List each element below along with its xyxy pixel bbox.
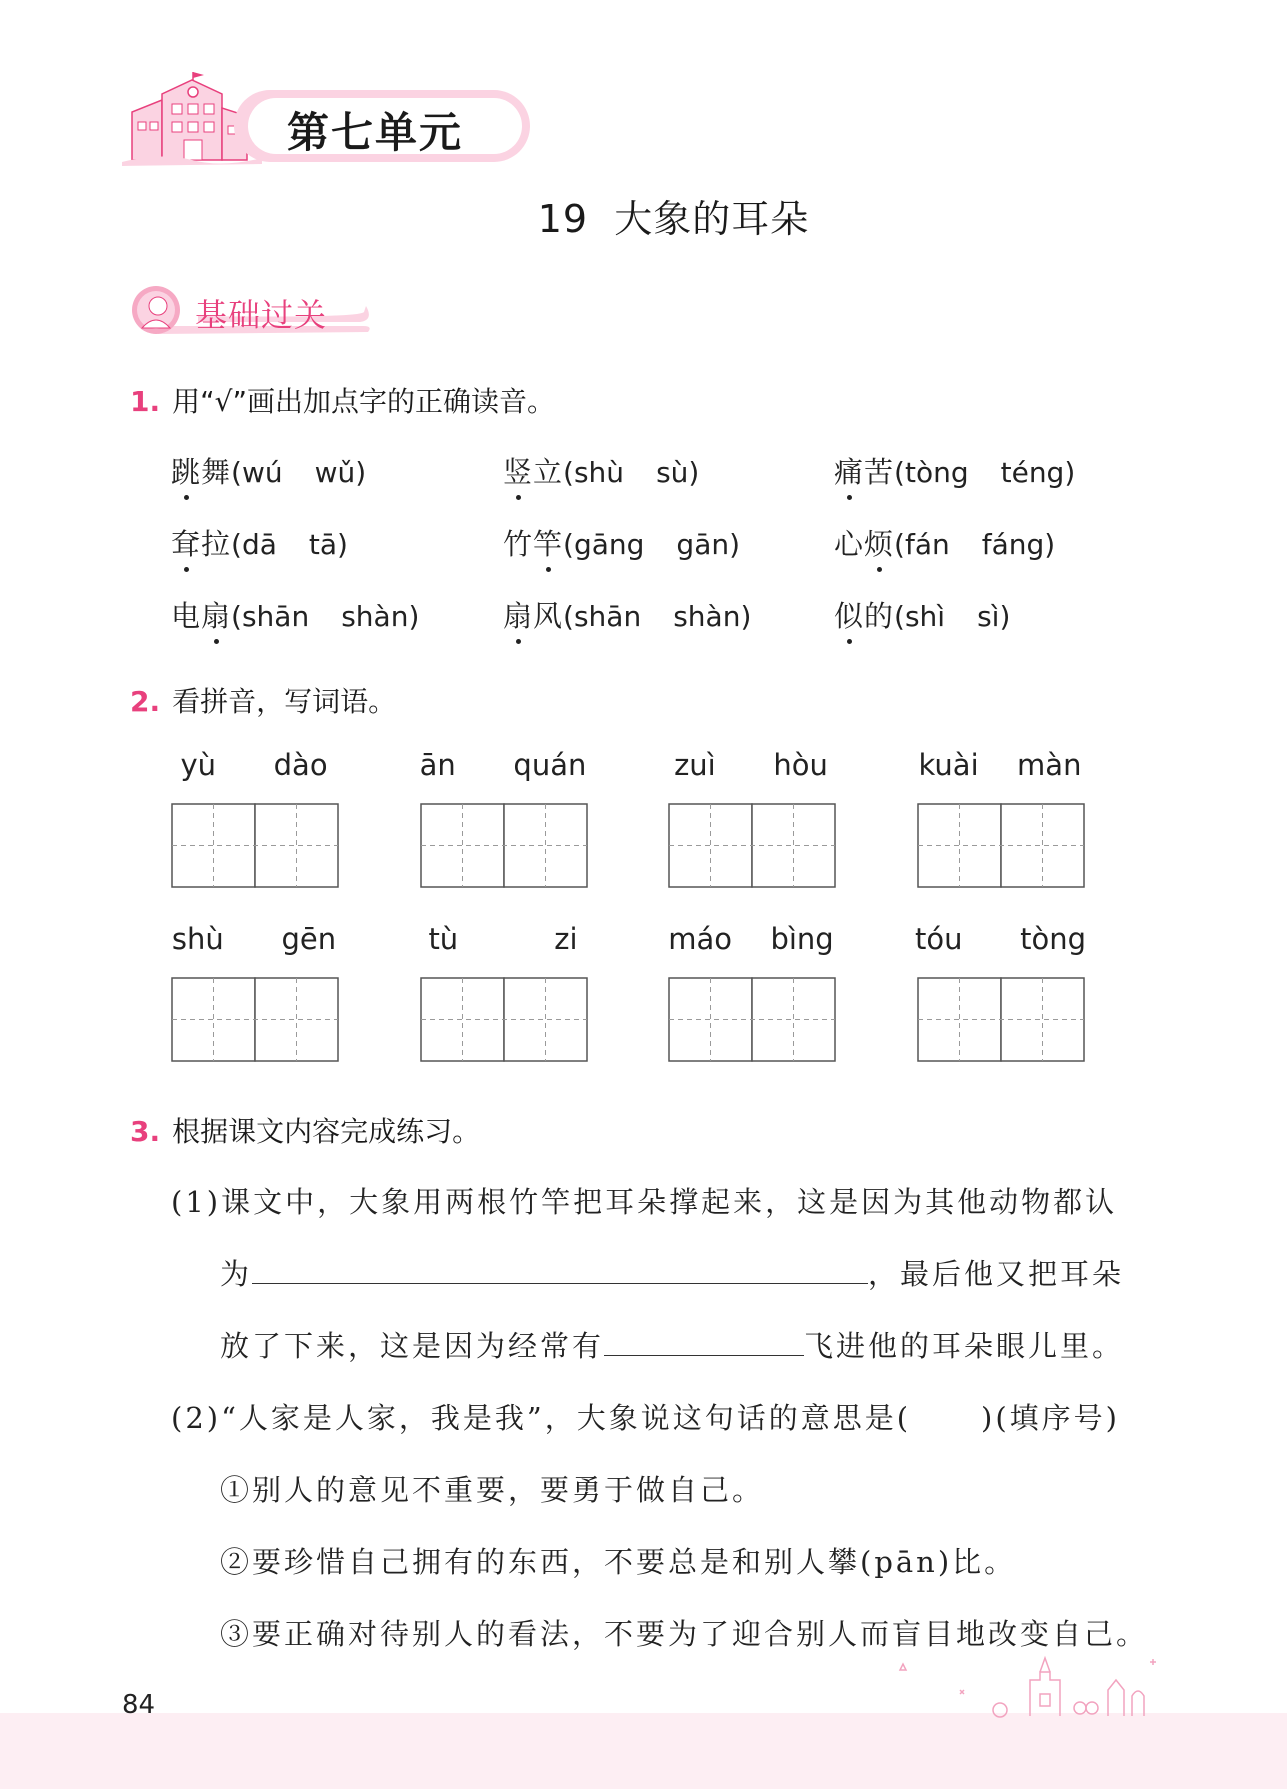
bottom-band <box>0 1713 1287 1789</box>
pinyin-option-1[interactable]: tòng <box>904 456 969 489</box>
pinyin-label: máo bìng <box>668 922 834 956</box>
pinyin-option-1[interactable]: shān <box>241 600 310 633</box>
writing-box[interactable] <box>917 803 1085 889</box>
pronunciation-item: 似的(shì sì) <box>834 594 1010 635</box>
pronunciation-item: 痛苦(tòng téng) <box>834 450 1075 491</box>
pronunciation-item: 心烦(fán fáng) <box>834 522 1055 563</box>
pinyin-option-1[interactable]: dā <box>241 528 277 561</box>
writing-box[interactable] <box>171 803 339 889</box>
pinyin-option-1[interactable]: gāng <box>573 528 645 561</box>
pinyin-option-1[interactable]: fán <box>904 528 950 561</box>
dotted-char: 扇 <box>503 594 533 635</box>
pinyin-option-2[interactable]: sì <box>977 600 1000 633</box>
pronunciation-item: 竹竿(gāng gān) <box>503 522 740 563</box>
q3-option-2: ②要珍惜自己拥有的东西，不要总是和别人攀(pān)比。 <box>220 1545 1017 1579</box>
answer-blank-1[interactable] <box>252 1253 868 1284</box>
writing-box[interactable] <box>171 977 339 1063</box>
q3-heading <box>130 1110 480 1150</box>
pronunciation-item: 扇风(shān shàn) <box>503 594 751 635</box>
pronunciation-item: 跳舞(wú wǔ) <box>171 450 366 491</box>
pinyin-label: tóu tòng <box>915 922 1087 956</box>
pinyin-option-2[interactable]: shàn <box>341 600 409 633</box>
writing-box[interactable] <box>668 977 836 1063</box>
q3-part1-line3-end: 飞进他的耳朵眼儿里。 <box>804 1329 1125 1363</box>
q3-part1-line2-end: ，最后他又把耳朵 <box>868 1257 1125 1291</box>
dotted-char: 竖 <box>503 450 533 491</box>
answer-blank-2[interactable] <box>604 1325 804 1356</box>
pinyin-option-2[interactable]: shàn <box>673 600 741 633</box>
q3-part1-line1: (1)课文中，大象用两根竹竿把耳朵撑起来，这是因为其他动物都认 <box>171 1185 1118 1219</box>
plain-char: 电 <box>171 599 202 633</box>
page-number: 84 <box>122 1690 156 1720</box>
pinyin-option-1[interactable]: shān <box>573 600 642 633</box>
q3-part1-line3 <box>220 1324 1124 1365</box>
q3-option-3: ③要正确对待别人的看法，不要为了迎合别人而盲目地改变自己。 <box>220 1617 1149 1651</box>
pronunciation-item: 竖立(shù sù) <box>503 450 699 491</box>
pronunciation-item: 耷拉(dā tā) <box>171 522 348 563</box>
plain-char: 心 <box>834 527 865 561</box>
q3-part2-start: (2)“人家是人家，我是我”，大象说这句话的意思是( <box>171 1401 912 1435</box>
pronunciation-item: 电扇(shān shàn) <box>171 594 419 635</box>
plain-char: 风 <box>533 599 564 633</box>
q3-part1-line2-start: 为 <box>220 1257 253 1291</box>
q3-part1-line2 <box>220 1252 1124 1293</box>
pinyin-label: shù gēn <box>171 922 337 956</box>
q2-heading <box>130 680 396 720</box>
pinyin-option-1[interactable]: shì <box>904 600 946 633</box>
pinyin-option-2[interactable]: sù <box>656 456 689 489</box>
plain-char: 拉 <box>201 527 232 561</box>
dotted-char: 似 <box>834 594 864 635</box>
castle-doodle-icon <box>880 1650 1180 1720</box>
unit-banner <box>122 72 542 172</box>
plain-char: 立 <box>533 455 564 489</box>
section-label: 基础过关 <box>195 296 328 334</box>
q1-number: 1. <box>130 385 161 418</box>
q3-part2-line <box>171 1396 1120 1437</box>
writing-box[interactable] <box>420 977 588 1063</box>
pinyin-label: ān quán <box>419 748 587 782</box>
dotted-char: 烦 <box>864 522 894 563</box>
writing-box[interactable] <box>917 977 1085 1063</box>
plain-char: 苦 <box>864 455 895 489</box>
q3-option-1: ①别人的意见不重要，要勇于做自己。 <box>220 1473 765 1507</box>
q3-number: 3. <box>130 1115 161 1148</box>
dotted-char: 跳 <box>171 450 201 491</box>
pinyin-label: yù dào <box>180 748 328 782</box>
pinyin-option-2[interactable]: gān <box>676 528 730 561</box>
q3-part2-end: )(填序号) <box>981 1401 1120 1435</box>
lesson-title: 19 大象的耳朵 <box>537 197 810 241</box>
dotted-char: 耷 <box>171 522 201 563</box>
plain-char: 的 <box>864 599 895 633</box>
q2-number: 2. <box>130 685 161 718</box>
pinyin-label: zuì hòu <box>674 748 828 782</box>
pinyin-label: tù zi <box>428 922 578 956</box>
dotted-char: 竿 <box>533 522 563 563</box>
writing-box[interactable] <box>420 803 588 889</box>
pinyin-option-2[interactable]: téng <box>1000 456 1065 489</box>
dotted-char: 扇 <box>201 594 231 635</box>
q3-prompt: 根据课文内容完成练习。 <box>172 1115 481 1148</box>
plain-char: 竹 <box>503 527 534 561</box>
pinyin-option-1[interactable]: shù <box>573 456 625 489</box>
dotted-char: 痛 <box>834 450 864 491</box>
pinyin-option-2[interactable]: wǔ <box>314 456 356 489</box>
plain-char: 舞 <box>201 455 232 489</box>
pinyin-option-2[interactable]: tā <box>308 528 338 561</box>
pinyin-option-1[interactable]: wú <box>241 456 283 489</box>
q2-prompt: 看拼音，写词语。 <box>172 685 397 718</box>
writing-box[interactable] <box>668 803 836 889</box>
q1-prompt: 用“√”画出加点字的正确读音。 <box>172 385 555 418</box>
q1-heading <box>130 380 555 420</box>
q3-part1-line3-start: 放了下来，这是因为经常有 <box>220 1329 605 1363</box>
pinyin-label: kuài màn <box>918 748 1082 782</box>
pinyin-option-2[interactable]: fáng <box>981 528 1045 561</box>
unit-title: 第七单元 <box>287 108 464 157</box>
section-tag <box>128 282 378 338</box>
